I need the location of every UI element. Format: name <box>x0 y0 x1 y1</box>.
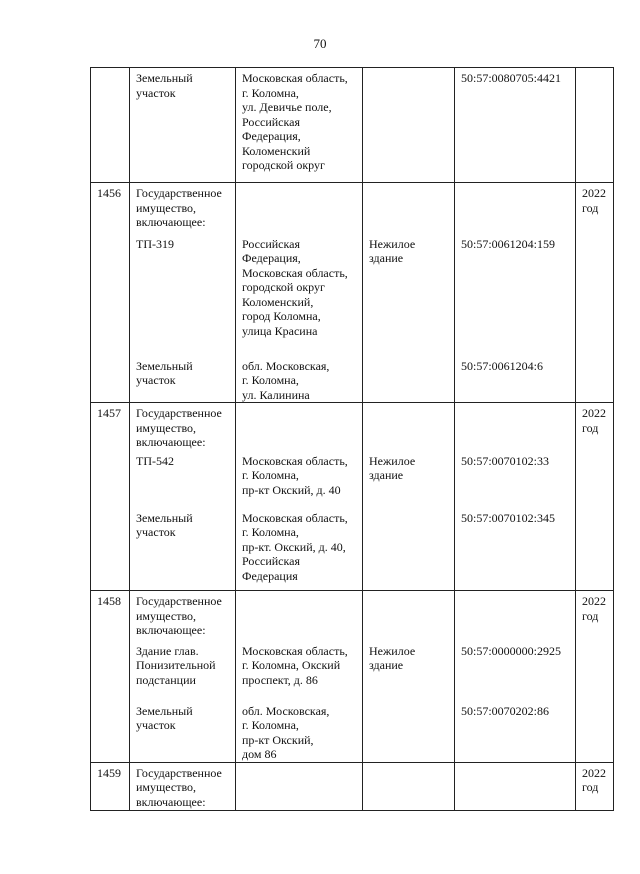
object-address-cell <box>236 354 363 403</box>
row-number-cell <box>91 762 130 810</box>
row-number-cell <box>91 354 130 403</box>
table-row <box>91 762 614 810</box>
cadastral-number-cell <box>455 762 576 810</box>
row-number: 1458 <box>97 594 121 608</box>
cadastral-number-cell <box>455 403 576 451</box>
object-purpose-cell <box>363 762 455 810</box>
object-name-cell <box>130 354 236 403</box>
object-address-cell <box>236 701 363 763</box>
year: 2022 год <box>582 765 606 794</box>
table-row <box>91 451 614 508</box>
cadastral-number: 50:57:0070102:33 <box>461 453 550 468</box>
object-name: ТП-319 <box>136 236 174 251</box>
object-purpose-cell <box>363 403 455 451</box>
table-row <box>91 701 614 763</box>
object-name-cell <box>130 403 236 451</box>
year-cell <box>576 762 614 810</box>
cadastral-number-cell <box>455 183 576 231</box>
object-address: Московская область, г. Коломна, Окский проспект, д. 86 <box>242 643 348 687</box>
row-number: 1459 <box>97 765 121 780</box>
object-address: обл. Московская, г. Коломна, ул. Калинина <box>242 358 330 402</box>
object-address-cell <box>236 231 363 354</box>
object-purpose-cell <box>363 68 455 183</box>
object-name: Земельный участок <box>136 71 193 100</box>
row-number-cell <box>91 639 130 701</box>
table-row <box>91 403 614 451</box>
object-name-cell <box>130 591 236 639</box>
table-row <box>91 183 614 231</box>
cadastral-number: 50:57:0080705:4421 <box>461 71 562 85</box>
cadastral-number-cell <box>455 508 576 591</box>
year-cell <box>576 231 614 354</box>
cadastral-number: 50:57:0070202:86 <box>461 703 550 718</box>
object-name: ТП-542 <box>136 453 174 468</box>
table-row <box>91 591 614 639</box>
registry-body <box>91 68 614 811</box>
object-name-cell <box>130 231 236 354</box>
year: 2022 год <box>582 186 606 215</box>
row-number-cell <box>91 68 130 183</box>
object-name-cell <box>130 762 236 810</box>
cadastral-number-cell <box>455 231 576 354</box>
object-name-cell <box>130 451 236 508</box>
row-number-cell <box>91 231 130 354</box>
year-cell <box>576 451 614 508</box>
object-purpose-cell <box>363 354 455 403</box>
row-number-cell <box>91 508 130 591</box>
year-cell <box>576 701 614 763</box>
object-address-cell <box>236 591 363 639</box>
cadastral-number-cell <box>455 354 576 403</box>
object-purpose-cell <box>363 183 455 231</box>
object-purpose: Нежилое здание <box>369 643 416 672</box>
year-cell <box>576 68 614 183</box>
row-number-cell <box>91 451 130 508</box>
row-number-cell <box>91 701 130 763</box>
cadastral-number-cell <box>455 451 576 508</box>
row-number-cell <box>91 403 130 451</box>
cadastral-number: 50:57:0061204:159 <box>461 236 556 251</box>
cadastral-number-cell <box>455 639 576 701</box>
object-name: Земельный участок <box>136 358 193 387</box>
table-row <box>91 508 614 591</box>
cadastral-number: 50:57:0000000:2925 <box>461 643 562 658</box>
row-number-cell <box>91 183 130 231</box>
table-row <box>91 354 614 403</box>
object-address: Московская область, г. Коломна, пр-кт Окский, д. 40 <box>242 453 348 497</box>
cadastral-number-cell <box>455 68 576 183</box>
table-row <box>91 639 614 701</box>
year-cell <box>576 508 614 591</box>
object-name-cell <box>130 508 236 591</box>
object-address-cell <box>236 639 363 701</box>
object-address-cell <box>236 508 363 591</box>
object-name: Государственное имущество, включающее: <box>136 765 222 809</box>
object-purpose: Нежилое здание <box>369 236 416 265</box>
row-number-cell <box>91 591 130 639</box>
cadastral-number-cell <box>455 701 576 763</box>
object-purpose: Нежилое здание <box>369 453 416 482</box>
year: 2022 год <box>582 406 606 435</box>
object-address-cell <box>236 68 363 183</box>
cadastral-number: 50:57:0061204:6 <box>461 358 544 373</box>
object-address-cell <box>236 762 363 810</box>
object-address: Московская область, г. Коломна, ул. Девичье поле, Российская Федерация, Коломенский городской округ <box>242 71 348 172</box>
object-purpose-cell <box>363 231 455 354</box>
object-purpose-cell <box>363 701 455 763</box>
object-address: обл. Московская, г. Коломна, пр-кт Окский, дом 86 <box>242 703 330 761</box>
year-cell <box>576 403 614 451</box>
year-cell <box>576 183 614 231</box>
object-name-cell <box>130 701 236 763</box>
object-name: Государственное имущество, включающее: <box>136 186 222 229</box>
object-address: Российская Федерация, Московская область, городской округ Коломенский, город Коломна, улица Красина <box>242 236 348 338</box>
object-name: Государственное имущество, включающее: <box>136 406 222 449</box>
year-cell <box>576 354 614 403</box>
object-name: Земельный участок <box>136 703 193 732</box>
object-name: Земельный участок <box>136 510 193 539</box>
object-name-cell <box>130 639 236 701</box>
object-purpose-cell <box>363 451 455 508</box>
table-row <box>91 231 614 354</box>
object-name-cell <box>130 68 236 183</box>
property-registry-table <box>90 67 614 811</box>
row-number: 1457 <box>97 406 121 420</box>
object-name: Государственное имущество, включающее: <box>136 594 222 637</box>
object-name-cell <box>130 183 236 231</box>
year: 2022 год <box>582 594 606 623</box>
object-purpose-cell <box>363 639 455 701</box>
table-row <box>91 68 614 183</box>
object-purpose-cell <box>363 591 455 639</box>
object-address-cell <box>236 403 363 451</box>
cadastral-number-cell <box>455 591 576 639</box>
year-cell <box>576 591 614 639</box>
object-address: Московская область, г. Коломна, пр-кт. Окский, д. 40, Российская Федерация <box>242 510 348 583</box>
page-number: 70 <box>313 36 327 51</box>
year-cell <box>576 639 614 701</box>
object-address-cell <box>236 183 363 231</box>
cadastral-number: 50:57:0070102:345 <box>461 510 556 525</box>
object-name: Здание глав. Понизительной подстанции <box>136 643 216 687</box>
object-address-cell <box>236 451 363 508</box>
object-purpose-cell <box>363 508 455 591</box>
row-number: 1456 <box>97 186 121 200</box>
